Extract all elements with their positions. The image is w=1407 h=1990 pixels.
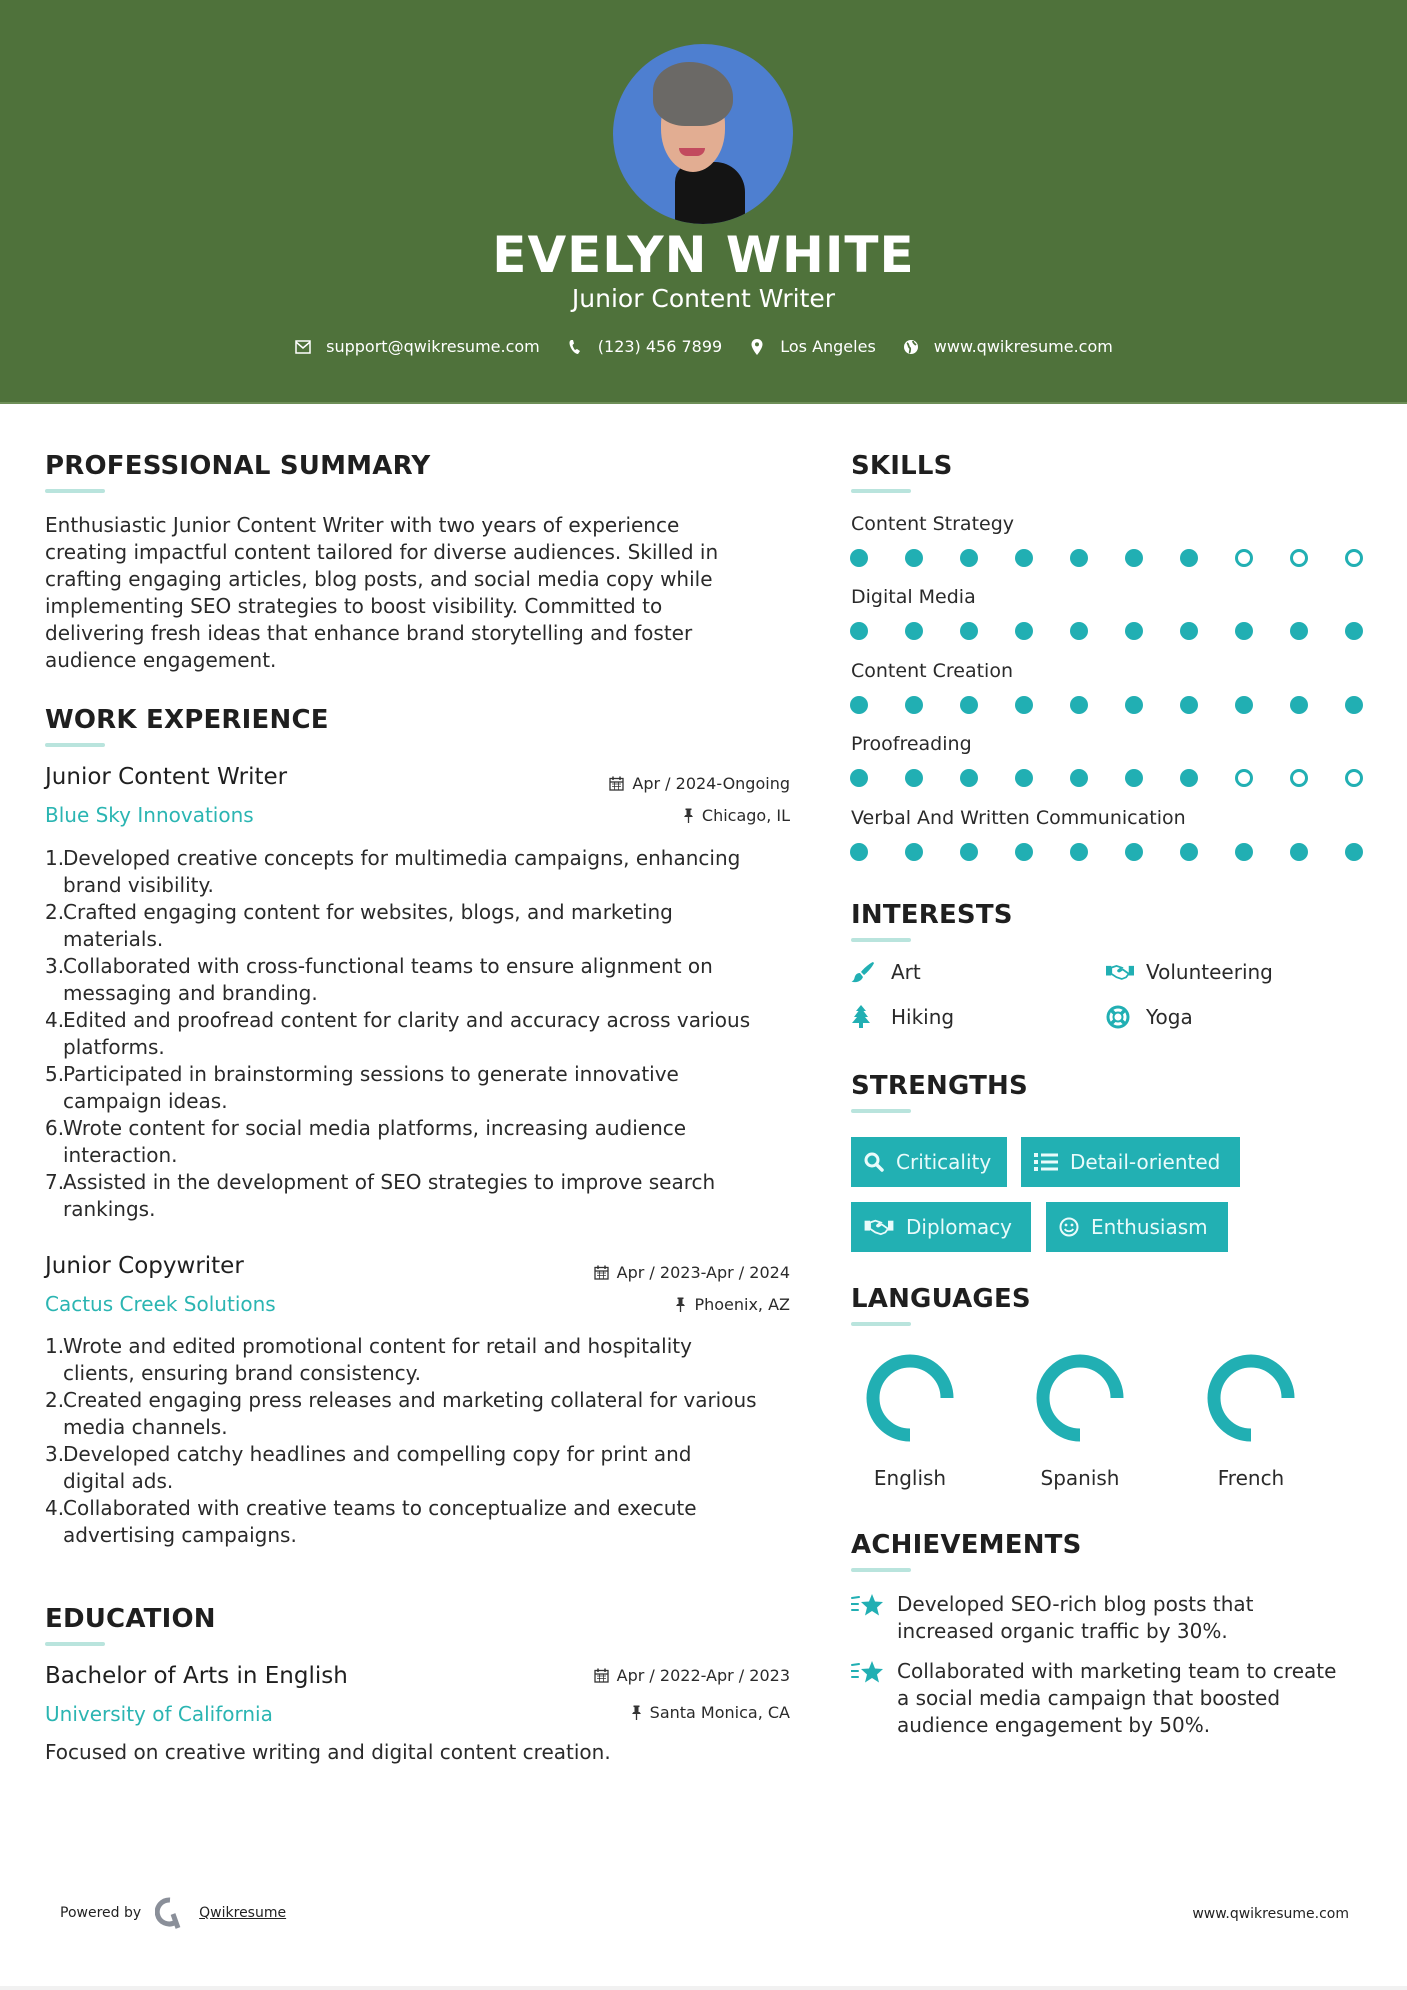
rating-dot-filled	[1015, 696, 1033, 714]
rating-dot-filled	[905, 549, 923, 567]
rating-dot-filled	[960, 769, 978, 787]
job-location: Chicago, IL	[683, 806, 790, 825]
life-ring-icon	[1106, 1005, 1134, 1029]
skill-name: Verbal And Written Communication	[851, 807, 1186, 829]
job-dates: Apr / 2023-Apr / 2024	[594, 1263, 790, 1282]
rating-dot-filled	[1180, 549, 1198, 567]
language-progress-ring	[864, 1352, 956, 1444]
summary-text: Enthusiastic Junior Content Writer with two years of experience creating impactful content tailored for diverse audiences. Skilled in crafting engaging articles, blog posts, and social media copy while implementing SEO strategies to boost visibility. Committed to delivering fresh ideas that enhance brand storytelling and foster audience engagement.	[45, 513, 719, 672]
qwikresume-link[interactable]: Qwikresume	[199, 1905, 287, 1921]
language-french: French	[1191, 1352, 1311, 1490]
skill-name: Content Strategy	[851, 513, 1015, 535]
rating-dot-filled	[1070, 549, 1088, 567]
section-divider	[851, 938, 911, 942]
skill-rating	[850, 769, 1363, 787]
rating-dot-empty	[1235, 549, 1253, 567]
list-icon	[1034, 1152, 1058, 1172]
list-item: 4. Collaborated with creative teams to conceptualize and execute advertising campaigns.	[45, 1496, 697, 1547]
list-item: 1. Developed creative concepts for multimedia campaigns, enhancing brand visibility.	[45, 846, 741, 897]
candidate-name: EVELYN WHITE	[492, 226, 915, 284]
strength-badge-detail-oriented: Detail-oriented	[1021, 1137, 1240, 1187]
globe-icon	[902, 338, 920, 356]
list-item: 3. Collaborated with cross-functional teams to ensure alignment on messaging and branding.	[45, 954, 713, 1005]
rating-dot-filled	[1125, 843, 1143, 861]
rating-dot-filled	[1180, 622, 1198, 640]
achievements-heading: ACHIEVEMENTS	[851, 1530, 1082, 1560]
rating-dot-filled	[960, 549, 978, 567]
rating-dot-filled	[1125, 696, 1143, 714]
candidate-title: Junior Content Writer	[571, 284, 836, 313]
paintbrush-icon	[851, 960, 879, 984]
contact-email[interactable]: support@qwikresume.com	[294, 337, 540, 356]
school-name: University of California	[45, 1702, 273, 1726]
rating-dot-empty	[1235, 769, 1253, 787]
education-location: Santa Monica, CA	[631, 1703, 790, 1722]
job-bullets	[45, 845, 805, 1223]
list-item: 2. Created engaging press releases and marketing collateral for various media channels.	[45, 1388, 757, 1439]
rating-dot-filled	[1345, 696, 1363, 714]
contact-bar	[0, 337, 1407, 356]
rating-dot-filled	[850, 622, 868, 640]
rating-dot-filled	[1015, 769, 1033, 787]
rating-dot-filled	[1070, 769, 1088, 787]
rating-dot-filled	[905, 843, 923, 861]
star-icon	[851, 1591, 887, 1645]
job-location: Phoenix, AZ	[675, 1295, 790, 1314]
envelope-icon	[294, 338, 312, 356]
rating-dot-filled	[1290, 843, 1308, 861]
interest-hiking: Hiking	[851, 1005, 954, 1029]
interests-heading: INTERESTS	[851, 900, 1013, 930]
rating-dot-filled	[1070, 622, 1088, 640]
rating-dot-filled	[1125, 549, 1143, 567]
skill-rating	[850, 622, 1363, 640]
section-divider	[851, 489, 911, 493]
smile-icon	[1059, 1217, 1079, 1237]
profile-photo	[613, 44, 793, 224]
rating-dot-filled	[850, 549, 868, 567]
skill-rating	[850, 843, 1363, 861]
strengths-heading: STRENGTHS	[851, 1071, 1028, 1101]
education-heading: EDUCATION	[45, 1604, 216, 1634]
rating-dot-filled	[850, 769, 868, 787]
job-bullets	[45, 1333, 805, 1549]
rating-dot-empty	[1345, 549, 1363, 567]
skill-name: Proofreading	[851, 733, 972, 755]
summary-heading: PROFESSIONAL SUMMARY	[45, 451, 431, 481]
rating-dot-filled	[960, 696, 978, 714]
rating-dot-filled	[1180, 696, 1198, 714]
rating-dot-filled	[1015, 843, 1033, 861]
rating-dot-filled	[905, 622, 923, 640]
pushpin-icon	[675, 1297, 686, 1312]
strength-badge-diplomacy: Diplomacy	[851, 1202, 1031, 1252]
company-name: Cactus Creek Solutions	[45, 1292, 276, 1316]
interest-art: Art	[851, 960, 921, 984]
rating-dot-filled	[1070, 843, 1088, 861]
rating-dot-empty	[1290, 549, 1308, 567]
footer-powered-by: Powered by Qwikresume	[60, 1897, 286, 1929]
rating-dot-filled	[1235, 696, 1253, 714]
skills-heading: SKILLS	[851, 451, 953, 481]
calendar-icon	[594, 1668, 609, 1683]
resume-header	[0, 0, 1407, 404]
section-divider	[851, 1568, 911, 1572]
list-item: 2. Crafted engaging content for websites, blogs, and marketing materials.	[45, 900, 673, 951]
job-title: Junior Copywriter	[45, 1253, 244, 1279]
pushpin-icon	[683, 808, 694, 823]
contact-location: Los Angeles	[748, 337, 876, 356]
company-name: Blue Sky Innovations	[45, 803, 254, 827]
tree-icon	[851, 1005, 879, 1029]
contact-phone[interactable]: (123) 456 7899	[566, 337, 722, 356]
qwikresume-logo-icon	[155, 1897, 185, 1929]
rating-dot-filled	[1235, 622, 1253, 640]
calendar-icon	[609, 776, 624, 791]
rating-dot-filled	[850, 843, 868, 861]
star-icon	[851, 1658, 887, 1739]
rating-dot-filled	[1180, 843, 1198, 861]
rating-dot-filled	[1125, 622, 1143, 640]
achievement-item: Collaborated with marketing team to create a social media campaign that boosted audience engagement by 50%.	[851, 1658, 1371, 1739]
section-divider	[45, 489, 105, 493]
phone-icon	[566, 338, 584, 356]
job-dates: Apr / 2024-Ongoing	[609, 774, 790, 793]
rating-dot-empty	[1345, 769, 1363, 787]
language-progress-ring	[1034, 1352, 1126, 1444]
education-dates: Apr / 2022-Apr / 2023	[594, 1666, 790, 1685]
skill-rating	[850, 696, 1363, 714]
rating-dot-filled	[960, 843, 978, 861]
interest-yoga: Yoga	[1106, 1005, 1193, 1029]
handshake-icon	[864, 1218, 894, 1236]
languages-heading: LANGUAGES	[851, 1284, 1031, 1314]
achievement-item: Developed SEO-rich blog posts that increased organic traffic by 30%.	[851, 1591, 1371, 1645]
rating-dot-filled	[1345, 622, 1363, 640]
handshake-icon	[1106, 960, 1134, 984]
rating-dot-filled	[1015, 622, 1033, 640]
section-divider	[851, 1109, 911, 1113]
rating-dot-filled	[1125, 769, 1143, 787]
rating-dot-filled	[1290, 696, 1308, 714]
map-pin-icon	[748, 338, 766, 356]
pushpin-icon	[631, 1705, 642, 1720]
list-item: 5. Participated in brainstorming sessions to generate innovative campaign ideas.	[45, 1062, 679, 1113]
strength-badge-criticality: Criticality	[851, 1137, 1007, 1187]
language-progress-ring	[1205, 1352, 1297, 1444]
language-english: English	[850, 1352, 970, 1490]
skill-name: Content Creation	[851, 660, 1013, 682]
strength-badge-enthusiasm: Enthusiasm	[1046, 1202, 1228, 1252]
page-bottom-edge	[0, 1986, 1407, 1990]
contact-website[interactable]: www.qwikresume.com	[902, 337, 1113, 356]
education-description: Focused on creative writing and digital content creation.	[45, 1740, 611, 1764]
rating-dot-filled	[1345, 843, 1363, 861]
rating-dot-filled	[1290, 622, 1308, 640]
list-item: 6. Wrote content for social media platforms, increasing audience interaction.	[45, 1116, 687, 1167]
rating-dot-filled	[1235, 843, 1253, 861]
section-divider	[45, 743, 105, 747]
degree-title: Bachelor of Arts in English	[45, 1663, 348, 1689]
footer-website[interactable]: www.qwikresume.com	[1192, 1906, 1349, 1922]
list-item: 3. Developed catchy headlines and compelling copy for print and digital ads.	[45, 1442, 692, 1493]
list-item: 7. Assisted in the development of SEO strategies to improve search rankings.	[45, 1170, 716, 1221]
list-item: 4. Edited and proofread content for clarity and accuracy across various platforms.	[45, 1008, 751, 1059]
section-divider	[851, 1322, 911, 1326]
rating-dot-filled	[1015, 549, 1033, 567]
calendar-icon	[594, 1265, 609, 1280]
skill-name: Digital Media	[851, 586, 976, 608]
rating-dot-filled	[960, 622, 978, 640]
language-spanish: Spanish	[1020, 1352, 1140, 1490]
rating-dot-filled	[1180, 769, 1198, 787]
list-item: 1. Wrote and edited promotional content for retail and hospitality clients, ensuring brand consistency.	[45, 1334, 692, 1385]
experience-heading: WORK EXPERIENCE	[45, 705, 329, 735]
rating-dot-filled	[1070, 696, 1088, 714]
rating-dot-filled	[905, 696, 923, 714]
search-icon	[864, 1152, 884, 1172]
rating-dot-empty	[1290, 769, 1308, 787]
rating-dot-filled	[905, 769, 923, 787]
rating-dot-filled	[850, 696, 868, 714]
section-divider	[45, 1642, 105, 1646]
interest-volunteering: Volunteering	[1106, 960, 1273, 984]
skill-rating	[850, 549, 1363, 567]
job-title: Junior Content Writer	[45, 764, 288, 790]
